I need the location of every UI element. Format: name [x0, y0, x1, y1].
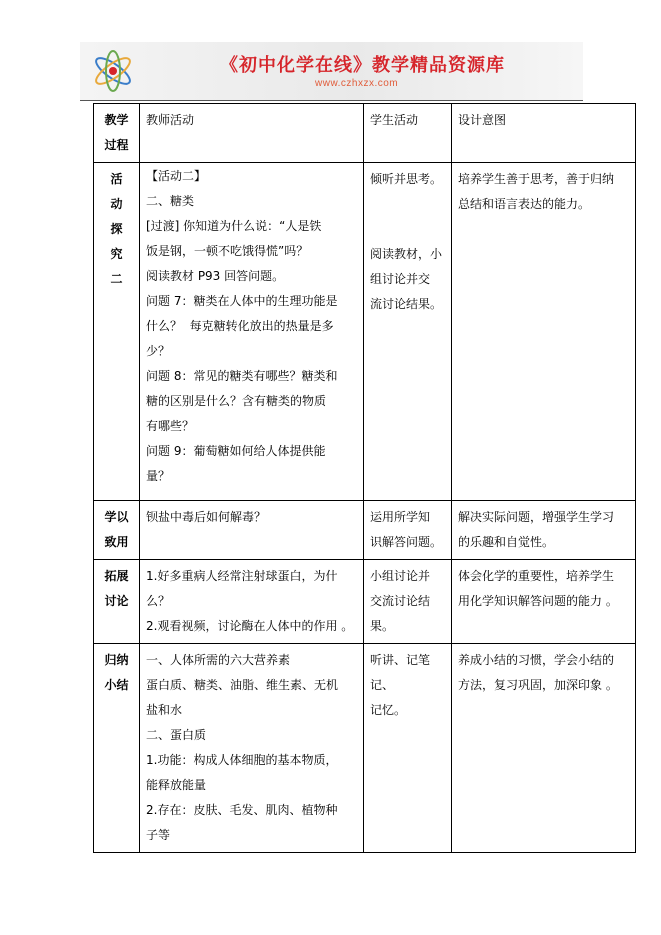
- atom-logo-icon: [90, 49, 136, 93]
- header-design: 设计意图: [452, 104, 636, 163]
- teacher-cell: 1.好多重病人经常注射球蛋白，为什 么？ 2.观看视频，讨论酶在人体中的作用 。: [140, 560, 364, 644]
- table-row: [94, 644, 636, 853]
- table-row: [94, 560, 636, 644]
- table-row: [94, 163, 636, 501]
- student-cell: 听讲、记笔记、 记忆。: [364, 644, 452, 853]
- teacher-cell: 【活动二】 二、糖类 [过渡] 你知道为什么说：“人是铁 饭是钢，一顿不吃饿得慌”吗？ 阅读教材 P93 回答问题。 问题 7：糖类在人体中的生理功能是 什么？ 每克糖转化放出的热量是多 少？ 问题 8：常见的糖类有哪些？糖类和 糖的区别是什么？含有糖类的物质 有哪些？ 问题 9：葡萄糖如何给人体提供能 量？: [140, 163, 364, 501]
- header-stage: 教学 过程: [94, 104, 140, 163]
- stage-cell: 归纳 小结: [94, 644, 140, 853]
- table-header-row: [94, 104, 636, 163]
- student-cell: 运用所学知 识解答问题。: [364, 501, 452, 560]
- header-divider: [80, 100, 583, 101]
- student-cell: 小组讨论并 交流讨论结 果。: [364, 560, 452, 644]
- design-cell: 培养学生善于思考，善于归纳 总结和语言表达的能力。: [452, 163, 636, 501]
- site-title: 《初中化学在线》教学精品资源库: [220, 55, 505, 76]
- stage-cell: 学以 致用: [94, 501, 140, 560]
- header-banner: [80, 42, 583, 100]
- table-row: [94, 501, 636, 560]
- teacher-cell: 一、人体所需的六大营养素 蛋白质、糖类、油脂、维生素、无机 盐和水 二、蛋白质 1.功能：构成人体细胞的基本物质， 能释放能量 2.存在：皮肤、毛发、肌肉、植物种 子等: [140, 644, 364, 853]
- design-cell: 体会化学的重要性，培养学生 用化学知识解答问题的能力 。: [452, 560, 636, 644]
- header-student: 学生活动: [364, 104, 452, 163]
- site-url: www.czhxzx.com: [315, 78, 399, 89]
- header-teacher: 教师活动: [140, 104, 364, 163]
- stage-cell: 活 动 探 究 二: [94, 163, 140, 501]
- student-cell: 倾听并思考。 阅读教材，小 组讨论并交 流讨论结果。: [364, 163, 452, 501]
- teacher-cell: 钡盐中毒后如何解毒？: [140, 501, 364, 560]
- design-cell: 解决实际问题，增强学生学习 的乐趣和自觉性。: [452, 501, 636, 560]
- stage-cell: 拓展 讨论: [94, 560, 140, 644]
- lesson-plan-table: [93, 103, 636, 853]
- design-cell: 养成小结的习惯，学会小结的 方法，复习巩固，加深印象 。: [452, 644, 636, 853]
